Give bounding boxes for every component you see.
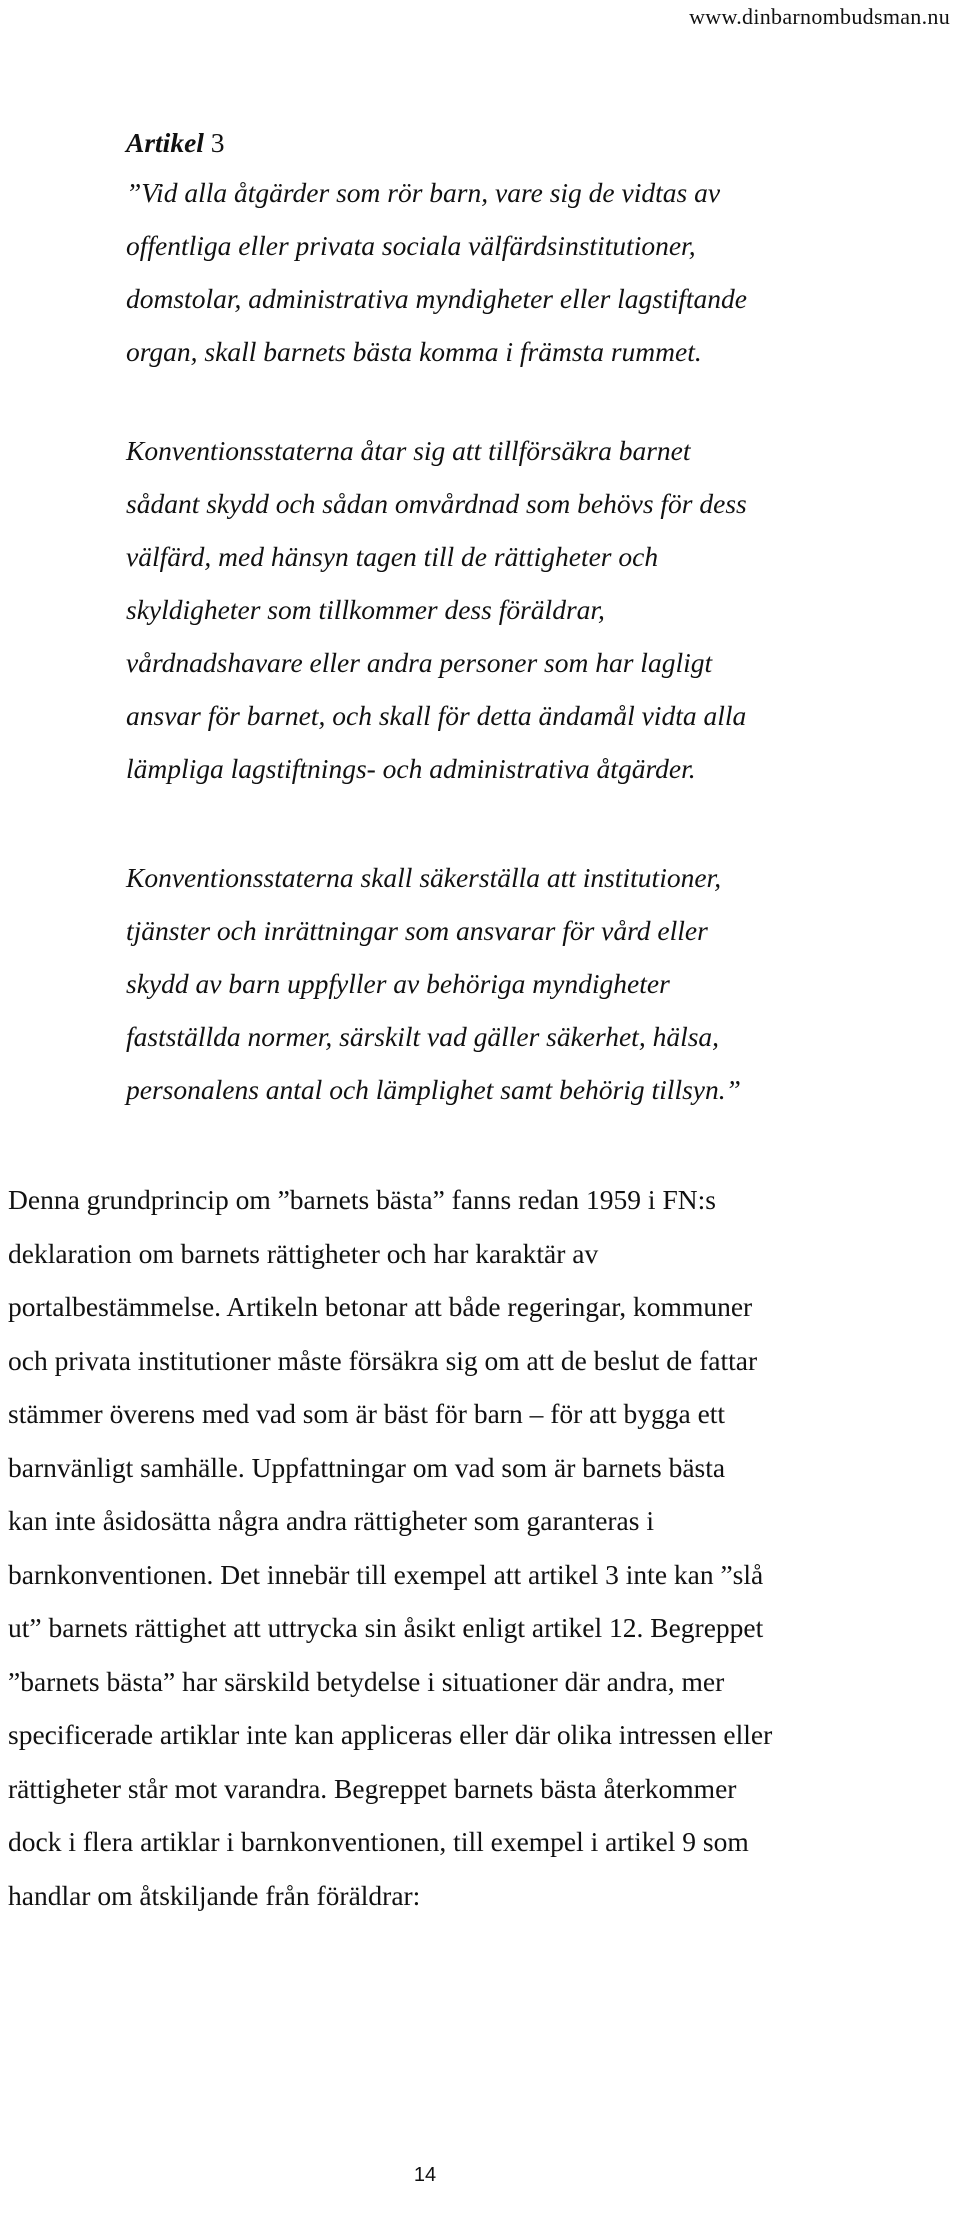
text-line: offentliga eller privata sociala välfärdsinstitutioner, xyxy=(126,230,696,261)
text-line: stämmer överens med vad som är bäst för barn – för att bygga ett xyxy=(8,1398,726,1429)
text-line: organ, skall barnets bästa komma i främsta rummet. xyxy=(126,336,702,367)
text-line: deklaration om barnets rättigheter och har karaktär av xyxy=(8,1237,599,1269)
text-line: fastställda normer, särskilt vad gäller säkerhet, hälsa, xyxy=(126,1021,720,1052)
text-line: ”Vid alla åtgärder som rör barn, vare sig de vidtas av xyxy=(126,177,721,208)
quote-paragraph-1 xyxy=(126,166,870,378)
text-line: vårdnadshavare eller andra personer som har lagligt xyxy=(126,647,713,678)
text-line: lämpliga lagstiftnings- och administrativa åtgärder. xyxy=(126,753,696,784)
page-number: 14 xyxy=(413,2164,437,2186)
text-line: rättigheter står mot varandra. Begreppet barnets bästa återkommer xyxy=(8,1772,737,1804)
text-line: och privata institutioner måste försäkra sig om att de beslut de fattar xyxy=(8,1344,758,1376)
text-line: ”barnets bästa” har särskild betydelse i situationer där andra, mer xyxy=(8,1665,725,1697)
article-heading-word: Artikel xyxy=(126,127,204,158)
text-line: Konventionsstaterna åtar sig att tillförsäkra barnet xyxy=(126,435,691,466)
article-heading xyxy=(126,116,870,169)
text-line: specificerade artiklar inte kan appliceras eller där olika intressen eller xyxy=(8,1719,773,1750)
quote-paragraph-2 xyxy=(126,424,870,795)
text-line: ansvar för barnet, och skall för detta ändamål vidta alla xyxy=(126,700,747,731)
text-line: barnkonventionen. Det innebär till exempel att artikel 3 inte kan ”slå xyxy=(8,1558,764,1590)
header-url: www.dinbarnombudsman.nu xyxy=(689,4,950,29)
text-line: portalbestämmelse. Artikeln betonar att både regeringar, kommuner xyxy=(8,1291,753,1322)
text-line: sådant skydd och sådan omvårdnad som behövs för dess xyxy=(126,488,747,519)
text-line: Konventionsstaterna skall säkerställa att institutioner, xyxy=(126,862,722,893)
text-line: dock i flera artiklar i barnkonventionen, till exempel i artikel 9 som xyxy=(8,1826,749,1857)
text-line: tjänster och inrättningar som ansvarar för vård eller xyxy=(126,915,708,946)
text-line: välfärd, med hänsyn tagen till de rättigheter och xyxy=(126,541,659,572)
text-line: Denna grundprincip om ”barnets bästa” fanns redan 1959 i FN:s xyxy=(8,1184,716,1215)
text-line: skydd av barn uppfyller av behöriga myndigheter xyxy=(126,968,670,999)
text-line: skyldigheter som tillkommer dess föräldrar, xyxy=(126,594,605,625)
text-line: personalens antal och lämplighet samt behörig tillsyn.” xyxy=(126,1074,741,1105)
text-line: handlar om åtskiljande från föräldrar: xyxy=(8,1879,421,1911)
article-heading-number: 3 xyxy=(210,127,225,158)
text-line: domstolar, administrativa myndigheter eller lagstiftande xyxy=(126,283,748,314)
body-paragraph xyxy=(8,1173,952,1922)
text-line: kan inte åsidosätta några andra rättigheter som garanteras i xyxy=(8,1505,654,1536)
text-line: ut” barnets rättighet att uttrycka sin åsikt enligt artikel 12. Begreppet xyxy=(8,1612,764,1643)
quote-paragraph-3 xyxy=(126,851,870,1116)
text-line: barnvänligt samhälle. Uppfattningar om vad som är barnets bästa xyxy=(8,1451,726,1483)
